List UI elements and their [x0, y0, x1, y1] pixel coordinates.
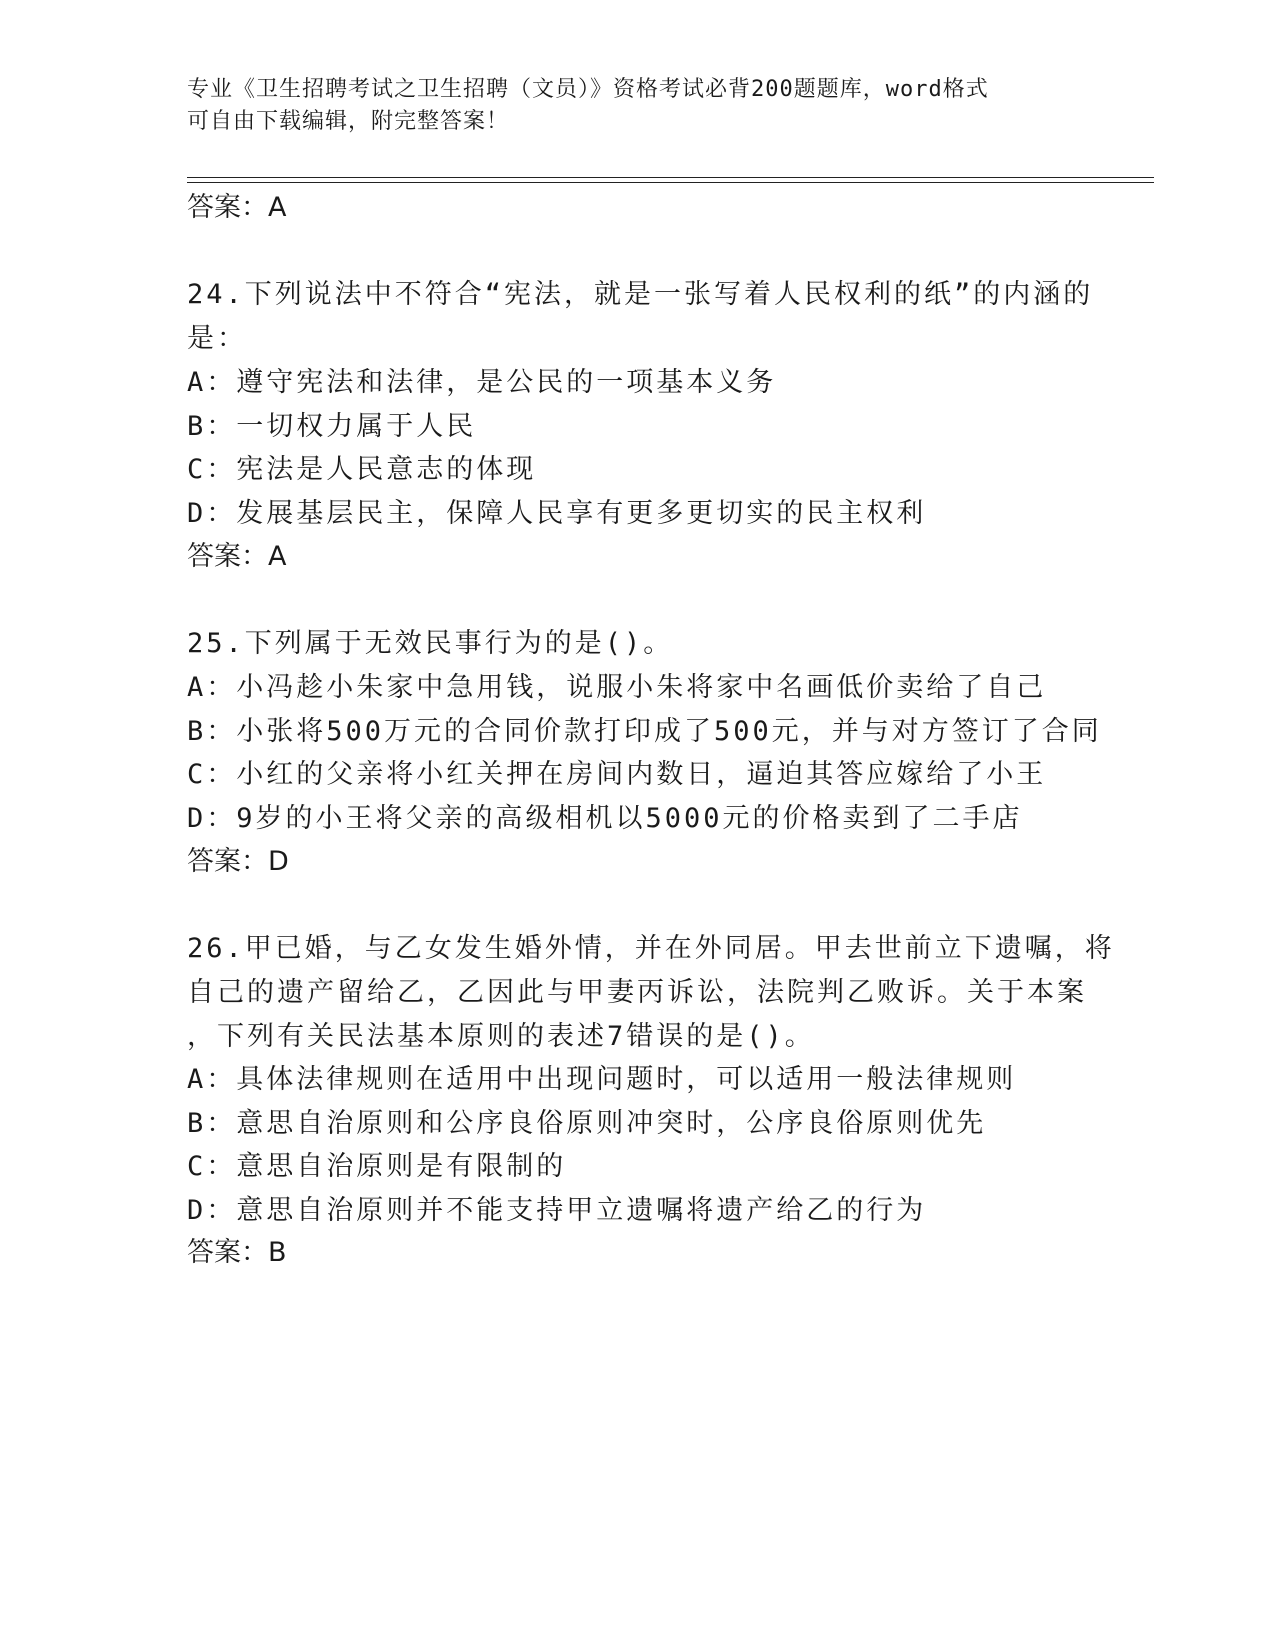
question-25-option-b: B：小张将500万元的合同价款打印成了500元，并与对方签订了合同: [187, 716, 1102, 747]
page-header: [187, 74, 1087, 138]
question-26-stem-line-2: 自己的遗产留给乙，乙因此与甲妻丙诉讼，法院判乙败诉。关于本案: [187, 977, 1087, 1008]
question-24-option-a: A：遵守宪法和法律，是公民的一项基本义务: [187, 367, 777, 398]
header-line-2: 可自由下载编辑，附完整答案！: [187, 109, 510, 134]
header-line-1: 专业《卫生招聘考试之卫生招聘（文员）》资格考试必背200题题库，word格式: [187, 77, 989, 102]
question-24-stem-line-2: 是：: [187, 323, 247, 354]
question-26-option-a: A：具体法律规则在适用中出现问题时，可以适用一般法律规则: [187, 1064, 1017, 1095]
question-25-stem: 25.下列属于无效民事行为的是()。: [187, 628, 674, 659]
question-26-stem-line-3: ，下列有关民法基本原则的表述7错误的是()。: [187, 1021, 815, 1052]
question-24-option-c: C：宪法是人民意志的体现: [187, 454, 537, 485]
question-26-stem-line-1: 26.甲已婚，与乙女发生婚外情，并在外同居。甲去世前立下遗嘱，将: [187, 933, 1115, 964]
question-24-stem-line-1: 24.下列说法中不符合“宪法，就是一张写着人民权利的纸”的内涵的: [187, 279, 1094, 310]
question-26-answer: 答案：B: [187, 1237, 287, 1268]
question-25-option-c: C：小红的父亲将小红关押在房间内数日，逼迫其答应嫁给了小王: [187, 759, 1047, 790]
header-divider-top: [187, 177, 1154, 178]
header-divider-bottom: [187, 182, 1154, 183]
question-25-answer: 答案：D: [187, 846, 289, 877]
question-26-option-c: C：意思自治原则是有限制的: [187, 1151, 567, 1182]
question-24-option-b: B：一切权力属于人民: [187, 411, 477, 442]
question-25-option-d: D：9岁的小王将父亲的高级相机以5000元的价格卖到了二手店: [187, 803, 1023, 834]
question-24-option-d: D：发展基层民主，保障人民享有更多更切实的民主权利: [187, 498, 927, 529]
question-24-answer: 答案：A: [187, 541, 287, 572]
question-26-option-b: B：意思自治原则和公序良俗原则冲突时，公序良俗原则优先: [187, 1108, 987, 1139]
question-26-option-d: D：意思自治原则并不能支持甲立遗嘱将遗产给乙的行为: [187, 1195, 927, 1226]
question-25-option-a: A：小冯趁小朱家中急用钱，说服小朱将家中名画低价卖给了自己: [187, 672, 1047, 703]
previous-answer: 答案：A: [187, 192, 287, 223]
